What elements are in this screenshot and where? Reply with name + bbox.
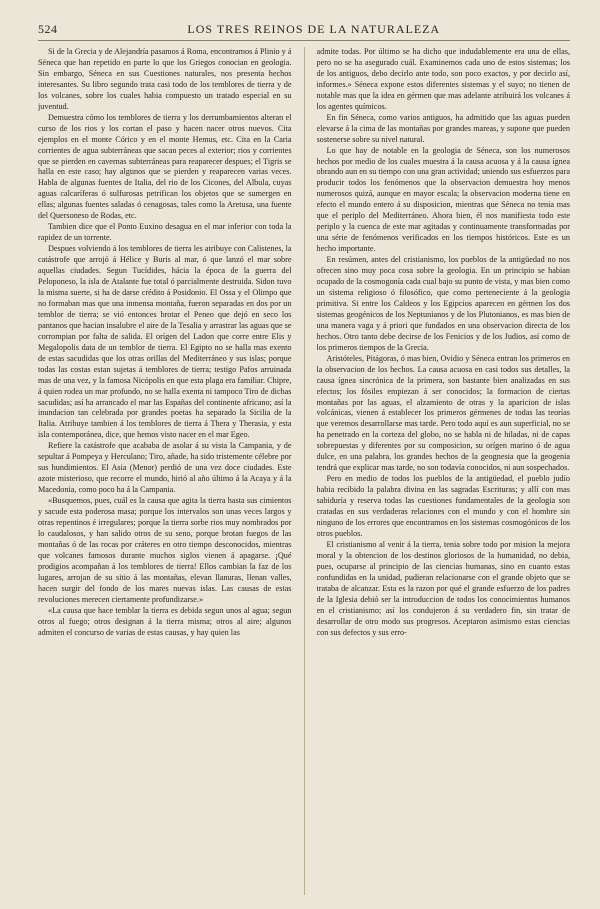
left-column [38, 47, 292, 895]
left-paragraph: Refiere la catástrofe que acababa de asolar á su vista la Campania, y de sepultar á Pompeya y Herculano; Tiro, añade, ha sido tristemente célebre por sus hundimientos. El Asia (Menor) perdió de una vez doce ciudades. Este azote misterioso, que recorre el mundo, hirió al año último á la Acaya y á la Macedonia, como poco ha á la Campania. [38, 441, 292, 495]
left-paragraph: Si de la Grecia y de Alejandría pasamos á Roma, encontramos á Plinio y á Séneca que han repetido en parte lo que los Griegos conocian en geologia. Sin embargo, Séneca en sus Cuestiones naturales, nos presenta hechos interesantes. Su libro segundo trata casi todo de los temblores de tierra y de los volcanes, sobre los cuales habia compuesto un tratado especial en su juventud. [38, 47, 292, 111]
right-paragraph: Pero en medio de todos los pueblos de la antigüedad, el pueblo judío habia recibido la palabra divina en las sagradas Escrituras; y allí con mas sabiduría y reserva todas las cuestiones fundamentales de la geologia son cratadas en sus verdaderas relaciones con el mundo y con el hombre sin ninguno de los errores que encontramos en los sistemas cosmogónicos de los otros pueblos. [316, 474, 570, 538]
left-paragraph: «La causa que hace temblar la tierra es debida segun unos al agua; segun otros al fuego; otros designan á la tierra misma; otros al aire; algunos admiten el concurso de varias de estas causas, y hay quien las [38, 605, 292, 637]
left-paragraph: Despues volviendo á los temblores de tierra les atribuye con Calistenes, la catástrofe que arrojó á Hélice y Buris al mar, ó que lanzó el mar sobre aquellas ciudades. Segun Tucídides, hácia la época de la guerra del Peloponeso, la isla de Atalante fue total ó parcialmente destruida. Sidon tuvo la misma suerte, si ha de darse crédito á Posidonio. El Ossa y el Olimpo que no formaban mas que una inmensa montaña, fueron separadas en dos por un temblor de tierra; se vió entonces brotar el Peneo que dejó en seco los pantanos que hacian insalubre el aire de la Tesalia y arrastrar las aguas que se corrompian por falta de salida. El orígen del Ladon que corre entre Elis y Megalopolis data de un temblor de tierra. El Egipto no se halla mas exento de estas sacudidas que los otras orillas del Mediterráneo y sus islas; porque todas las costas estan sujetas á temblores de tierra; testigo Pafos arruinada mas de una vez, y la famosa Nicópolis en que esta plaga era familiar. Chipre, á quien rodea un mar profundo, no se halla exenta ni tampoco Tiro de dichas sacudidas; así ha arrancado el mar las Españas del continente africano; así la inundacion tan celebrada por grandes poetas ha separado la Sicilia de la Italia. Atribuye tambien á los temblores de tierra á Thera y Therasia, y esta isla contemporánea, dice, que hemos visto nacer en el mar Egeo. [38, 244, 292, 440]
right-column [317, 47, 571, 895]
right-paragraph: Aristóteles, Pitágoras, ó mas bien, Ovidio y Séneca entran los primeros en la observacion de los hechos. La causa acuosa en casi todos sus detalles, la causa ígnea sincrónica de la primera, son bastante bien analizadas en sus efectos; los fósiles empiezan á ser conocidos; la formacion de ciertas montañas por las aguas, el alzamiento de otras y la aparicion de islas volcánicas, vienen á establecer los primeros gérmenes de todas las teorías que veremos desarrollarse mas tarde. Pero todo aquí es aun superficial, no se ha penetrado en la corteza del globo, no se habla ni de hiladas, ni de capas sobrepuestas y diferentes por su composicion, su orígen marino ó de agua dulce, en una palabra, los grandes hechos de la geognesia que la geogenia tendrá que explicar mas tarde, no son todavía conocidos, ni aun sospechados. [316, 353, 570, 473]
column-divider [304, 47, 305, 895]
text-columns [38, 47, 570, 895]
right-paragraph: Lo que hay de notable en la geologia de Séneca, son los numerosos hechos por medio de los cuales muestra á la causa acuosa y á la causa ígnea obrando aun en su tiempo con una gran actividad; uniendo sus esfuerzos para producir todos los fenómenos que la observacion demuestra hoy menos numerosos quizá, aunque en mayor escala; la observacion moderna tiene en efecto el mundo entero á su disposicion, mientras que Séneca no tenia mas que el periplo del Mediterráneo. Ahora bien, él nos manifiesta todo este periplo y la cuenca de este mar agitadas y continuamente transformadas por una série de fenómenos verificados en los tiempos históricos. Este es un hecho importante. [316, 145, 570, 254]
right-paragraph: admite todas. Por último se ha dicho que indudablemente era una de ellas, pero no se ha asegurado cuál. Examinemos cada uno de estos sistemas; los de los antiguos, debo decirlo ante todo, son poco exactos, y por decirlo así, informes.» Séneca expone estos diferentes sistemas y el suyo; no tienen de notable mas que la idea en gérmen que mas adelante atribuirá los volcanes á los agentes químicos. [316, 47, 570, 111]
running-title: LOS TRES REINOS DE LA NATURALEZA [187, 22, 441, 36]
page-header [38, 22, 570, 41]
page-number: 524 [38, 22, 58, 36]
left-paragraph: Demuestra cómo los temblores de tierra y los derrumbamientos alteran el curso de los rios y los cortan el paso y hacen nacer otros nuevos. Cita ejemplos en el monte Córico y en el monte Hemus, etc. Cita en la Caria corrientes de agua subterráneas que sacan peces al exterior; rios y corrientes que se pierden en cavernas subterráneas para reaparecer despues; el Tigris se halla en este caso; hay algunos que se pierden y reaparecen varias veces. Habla de algunas fuentes de Italia, del rio de los Cicones, del Albula, cuyas aguas calcaríferas ó sulfurosas petrifican los objetos que se sumergen en ellas; algunas fuentes saladas ó cenagosas, tales como la Aretusa, una fuente del Quersoneso de Rodas, etc. [38, 112, 292, 221]
right-paragraph: El cristianismo al venir á la tierra, tenia sobre todo por mision la mejora moral y la obtencion de los destinos gloriosos de la humanidad, no debia, pues, ocuparse al principio de las ciencias humanas, sino en cuanto estas confundidas en la unidad, pudieran relacionarse con el grande objeto que se trataba de alcanzar. Esta es la razon por qué el grande esfuerzo de los padres de la Iglesia debió ser la introduccion de todos los conocimientos humanos en el cristianismo; así los condujeron á su verdadero fin, sin tratar de desarrollar de otro modo sus progresos. Aceptaron asimismo estas ciencias con sus defectos y sus erro- [316, 539, 570, 637]
left-paragraph: Tambien dice que el Ponto Euxino desagua en el mar inferior con toda la rapidez de un torrente. [38, 222, 292, 243]
right-paragraph: En resúmen, antes del cristianismo, los pueblos de la antigüedad no nos ofrecen sino muy poca cosa sobre la geologia. En un principio se habian ocupado de la cosmogonía cada cual bajo su punto de vista, y mas bien como un sistema religioso ó filosófico, que como perteneciente á la geologia primitiva. Si entre los Caldeos y los Egipcios aparecen en gérmen los dos sistemas geogénicos de los Neptunianos y de los Plutonianos, es mas bien de una manera vaga y á priori que fundados en una observacion directa de los hechos. Otro tanto debe decirse de los Fenicios y de los Judios, así como de los primeros tiempos de la Grecia. [316, 255, 570, 352]
left-paragraph: «Busquemos, pues, cuál es la causa que agita la tierra hasta sus cimientos y sacude esta poderosa masa; porque los intervalos son unas veces largos y otras repentinos é irregulares; porque la tierra sorbe rios muy nombrados por lo caudalosos, y han salido otros de su seno, porque brotan fuegos de las montañas ó de las rocas por cráteres en otro tiempo desconocidos, mientras que volcanes famosos durante muchos siglos vienen á apagarse. ¡Qué prodigios acompañan á los temblores de tierra! Ellos cambian la faz de los lugares, arrojan de su sitio á las montañas, elevan llanuras, llenan valles, hacen surgir del fondo de los mares nuevas islas. Las causas de estas revoluciones merecen ciertamente profundizarse.» [38, 496, 292, 604]
right-paragraph: En fin Séneca, como varios antiguos, ha admitido que las aguas pueden elevarse á la cima de las montañas por grandes mareas, y supone que pueden sostenerse sobre su nivel natural. [316, 112, 570, 144]
